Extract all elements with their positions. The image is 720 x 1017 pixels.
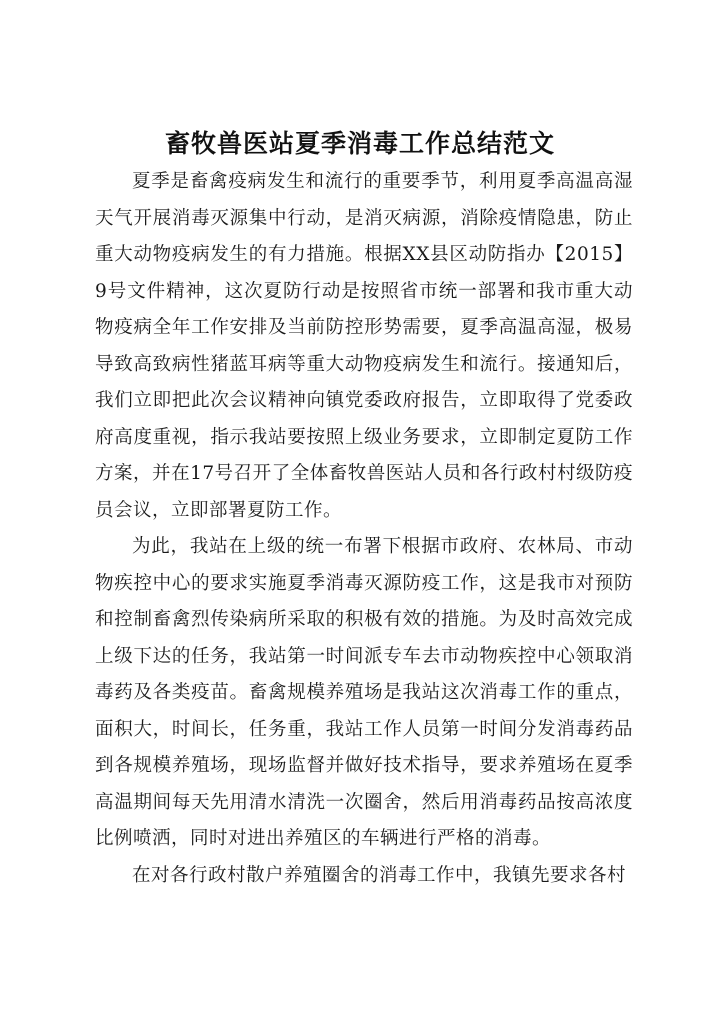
document-body [95, 164, 633, 894]
paragraph-3: 在对各行政村散户养殖圈舍的消毒工作中，我镇先要求各村 [132, 864, 627, 886]
document-title: 畜牧兽医站夏季消毒工作总结范文 [164, 129, 555, 158]
paragraph-2: 为此，我站在上级的统一布署下根据市政府、农林局、市动物疾控中心的要求实施夏季消毒灭源防疫工作，这是我市对预防和控制畜禽烈传染病所采取的积极有效的措施。为及时高效完成上级下达的任务，我站第一时间派专车去市动物疾控中心领取消毒药及各类疫苗。畜禽规模养殖场是我站这次消毒工作的重点，面积大，时间长，任务重，我站工作人员第一时间分发消毒药品到各规模养殖场，现场监督并做好技术指导，要求养殖场在夏季高温期间每天先用清水清洗一次圈舍，然后用消毒药品按高浓度比例喷洒，同时对进出养殖区的车辆进行严格的消毒。 [95, 536, 633, 849]
paragraph-1: 夏季是畜禽疫病发生和流行的重要季节，利用夏季高温高湿天气开展消毒灭源集中行动，是消灭病源，消除疫情隐患，防止重大动物疫病发生的有力措施。根据XX县区动防指办【2015】9号文件精神，这次夏防行动是按照省市统一部署和我市重大动物疫病全年工作安排及当前防控形势需要，夏季高温高湿，极易导致高致病性猪蓝耳病等重大动物疫病发生和流行。接通知后，我们立即把此次会议精神向镇党委政府报告，立即取得了党委政府高度重视，指示我站要按照上级业务要求，立即制定夏防工作方案，并在17号召开了全体畜牧兽医站人员和各行政村村级防疫员会议，立即部署夏防工作。 [95, 171, 633, 521]
